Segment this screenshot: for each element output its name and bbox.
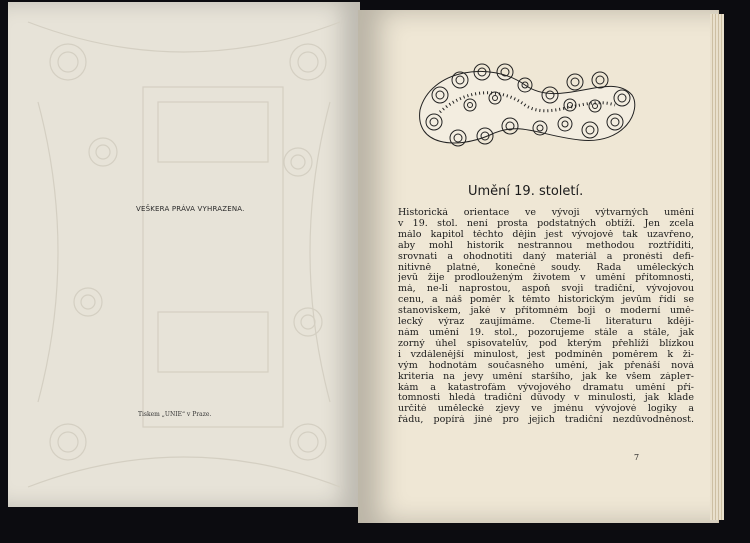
text-line: má, ne-li naprostou, aspoň svoji tradiční, vývojovou — [398, 284, 694, 295]
printer-note: Tiskem „UNIE“ v Praze. — [138, 411, 212, 418]
text-line: málo kapitol těchto dějin jest vývojově tak uzavřeno, — [398, 229, 694, 240]
text-line: zorný úhel spisovatelův, pod kterým přehlíží blízkou — [398, 338, 694, 349]
text-line: stanoviskem, jaké v přítomném boji o moderní umě- — [398, 306, 694, 317]
text-line: v 19. stol. není prosta podstatných obtíží. Jen zcela — [398, 218, 694, 229]
text-line: lecký výraz zaujímáme. Čteme-li literaturu kději- — [398, 317, 694, 328]
page-number: 7 — [634, 453, 640, 462]
text-line: řádu, popírá jiné pro jejich tradiční nezdůvodněnost. — [398, 415, 694, 426]
text-line: i vzdálenější minulost, jest podmíněn poměrem k ži- — [398, 349, 694, 360]
rights-notice: VEŠKERA PRÁVA VYHRAZENA. — [136, 205, 245, 213]
page-edges — [710, 14, 724, 520]
text-line: kám a katastrofám vývojového dramatu umění pří- — [398, 382, 694, 393]
body-text — [398, 208, 694, 426]
text-line: určité umělecké zjevy ve jménu vývojové logiky a — [398, 404, 694, 415]
text-line: srovnati a ohodnotiti daný materiál a pronésti defi- — [398, 251, 694, 262]
text-line: tomnosti hledá tradiční důvody v minulosti, jak klade — [398, 393, 694, 404]
text-line: aby mohl historik nestrannou methodou roztříditi, — [398, 240, 694, 251]
swirl-ornament-icon — [410, 50, 640, 158]
text-line: cenu, a náš poměr k těmto historickým jevům řídí se — [398, 295, 694, 306]
chapter-title: Umění 19. století. — [468, 184, 584, 199]
left-page — [8, 2, 360, 507]
text-line: Historická orientace ve vývoji výtvarných umění — [398, 208, 694, 218]
text-line: kriteria na jevy umění staršího, jak ke všem zápleт- — [398, 371, 694, 382]
text-line: nám umění 19. stol., pozorujeme stále a stále, jak — [398, 327, 694, 338]
text-line: vým hodnotám současného umění, jak přenáší nová — [398, 360, 694, 371]
show-through-ornament-icon — [8, 2, 360, 507]
text-line: nitivně platné, konečné soudy. Řada uměleckých — [398, 262, 694, 273]
text-line: jevů žije prodlouženým životem v umění přítomnosti, — [398, 273, 694, 284]
